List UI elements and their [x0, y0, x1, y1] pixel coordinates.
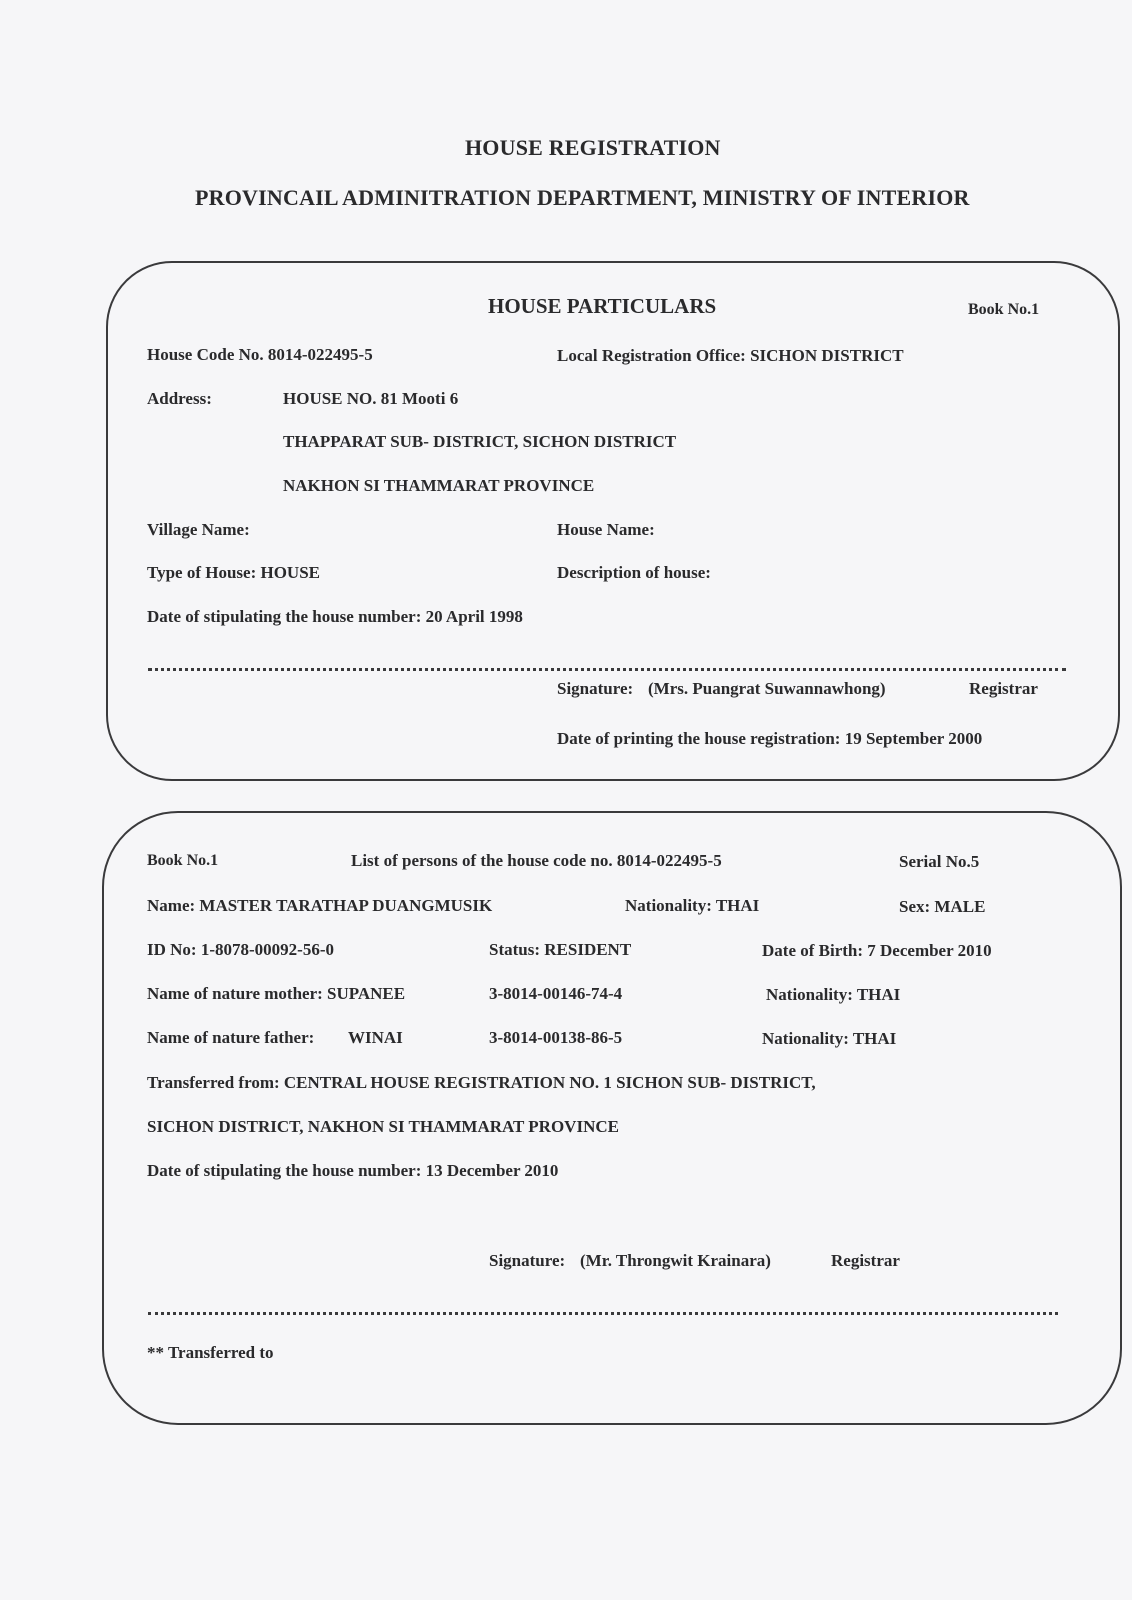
transferred-from-line-2: SICHON DISTRICT, NAKHON SI THAMMARAT PROVINCE	[147, 1117, 619, 1136]
date-printing: Date of printing the house registration: 19 September 2000	[557, 729, 983, 748]
person-name: Name: MASTER TARATHAP DUANGMUSIK	[147, 896, 493, 915]
document-title: HOUSE REGISTRATION	[465, 135, 721, 160]
local-registration-office: Local Registration Office: SICHON DISTRICT	[557, 346, 904, 365]
person-nationality: Nationality: THAI	[625, 896, 760, 915]
village-name: Village Name:	[147, 520, 250, 539]
house-particulars-title: HOUSE PARTICULARS	[488, 294, 717, 318]
address-line-1: HOUSE NO. 81 Mooti 6	[283, 389, 459, 408]
dotted-separator	[148, 668, 1066, 671]
book-number: Book No.1	[968, 301, 1040, 318]
transferred-from-line-1: Transferred from: CENTRAL HOUSE REGISTRATION NO. 1 SICHON SUB- DISTRICT,	[147, 1073, 816, 1092]
father-nationality: Nationality: THAI	[762, 1029, 897, 1048]
address-line-3: NAKHON SI THAMMARAT PROVINCE	[283, 476, 595, 495]
transferred-to: ** Transferred to	[147, 1343, 274, 1362]
description-of-house: Description of house:	[557, 563, 711, 582]
mother-id: 3-8014-00146-74-4	[489, 984, 623, 1003]
father-id: 3-8014-00138-86-5	[489, 1028, 623, 1047]
person-status: Status: RESIDENT	[489, 940, 632, 959]
person-signature-name: (Mr. Throngwit Krainara)	[580, 1251, 771, 1270]
address-line-2: THAPPARAT SUB- DISTRICT, SICHON DISTRICT	[283, 432, 677, 451]
person-list-title: List of persons of the house code no. 8014-022495-5	[351, 851, 722, 870]
date-stipulating-house-number: Date of stipulating the house number: 20 April 1998	[147, 607, 523, 626]
signature-name: (Mrs. Puangrat Suwannawhong)	[648, 679, 886, 698]
house-name: House Name:	[557, 520, 655, 539]
mother-name: Name of nature mother: SUPANEE	[147, 984, 406, 1003]
person-registrar-label: Registrar	[831, 1251, 900, 1270]
person-dotted-separator	[148, 1312, 1058, 1315]
person-date-stipulating: Date of stipulating the house number: 13 December 2010	[147, 1161, 559, 1180]
father-name: WINAI	[348, 1028, 403, 1047]
person-sex: Sex: MALE	[899, 897, 986, 916]
house-code: House Code No. 8014-022495-5	[147, 345, 373, 364]
registrar-label: Registrar	[969, 679, 1038, 698]
father-label: Name of nature father:	[147, 1028, 315, 1047]
person-date-of-birth: Date of Birth: 7 December 2010	[762, 941, 992, 960]
person-id-number: ID No: 1-8078-00092-56-0	[147, 940, 334, 959]
mother-nationality: Nationality: THAI	[766, 985, 901, 1004]
type-of-house: Type of House: HOUSE	[147, 563, 321, 582]
address-label: Address:	[147, 389, 212, 408]
person-book-number: Book No.1	[147, 852, 219, 869]
person-signature-label: Signature:	[489, 1251, 566, 1270]
serial-number: Serial No.5	[899, 852, 980, 871]
signature-label: Signature:	[557, 679, 634, 698]
document-subtitle: PROVINCAIL ADMINITRATION DEPARTMENT, MINISTRY OF INTERIOR	[195, 185, 970, 210]
